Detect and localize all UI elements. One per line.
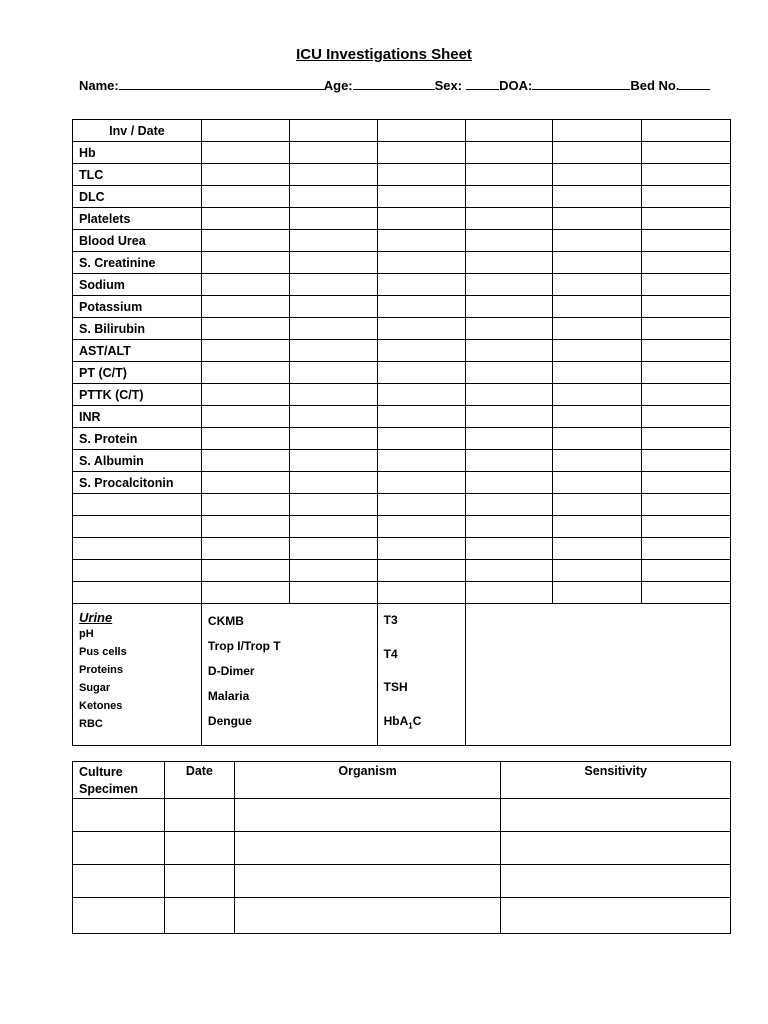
result-cell[interactable] (553, 252, 642, 274)
result-cell[interactable] (201, 274, 289, 296)
result-cell[interactable] (201, 450, 289, 472)
result-cell[interactable] (201, 164, 289, 186)
investigation-label: S. Creatinine (73, 252, 202, 274)
culture-cell[interactable] (73, 865, 165, 898)
result-cell[interactable] (289, 472, 377, 494)
investigation-label: S. Bilirubin (73, 318, 202, 340)
result-cell[interactable] (465, 296, 553, 318)
table-row (73, 898, 731, 934)
culture-cell[interactable] (501, 865, 731, 898)
culture-organism-header: Organism (234, 762, 501, 799)
sex-label: Sex: (434, 78, 463, 93)
result-cell[interactable] (201, 186, 289, 208)
result-cell[interactable] (465, 230, 553, 252)
result-cell[interactable] (201, 318, 289, 340)
investigation-label: PT (C/T) (73, 362, 202, 384)
sub-tests-row (73, 604, 731, 746)
investigation-label: Hb (73, 142, 202, 164)
result-cell[interactable] (465, 318, 553, 340)
result-cell[interactable] (465, 274, 553, 296)
investigation-label (73, 582, 202, 604)
result-cell[interactable] (289, 296, 377, 318)
urine-item: pH (79, 628, 94, 640)
result-cell[interactable] (642, 538, 731, 560)
age-field[interactable] (353, 77, 435, 90)
result-cell[interactable] (553, 164, 642, 186)
bed-label: Bed No. (630, 78, 680, 93)
table-row (73, 230, 731, 252)
result-cell[interactable] (465, 384, 553, 406)
result-cell[interactable] (642, 142, 731, 164)
result-cell[interactable] (465, 450, 553, 472)
test-label: Malaria (207, 689, 250, 703)
table-row (73, 296, 731, 318)
result-cell[interactable] (465, 406, 553, 428)
result-cell[interactable] (553, 494, 642, 516)
result-cell[interactable] (201, 340, 289, 362)
table-row (73, 560, 731, 582)
date-cell[interactable] (465, 120, 553, 142)
urine-item: Proteins (79, 664, 124, 676)
result-cell[interactable] (642, 318, 731, 340)
result-cell[interactable] (289, 274, 377, 296)
result-cell[interactable] (553, 296, 642, 318)
result-cell[interactable] (553, 450, 642, 472)
sex-field[interactable] (466, 77, 499, 90)
result-cell[interactable] (289, 428, 377, 450)
investigation-label: INR (73, 406, 202, 428)
result-cell[interactable] (377, 296, 465, 318)
result-cell[interactable] (289, 494, 377, 516)
result-cell[interactable] (377, 164, 465, 186)
result-cell[interactable] (377, 538, 465, 560)
result-cell[interactable] (465, 560, 553, 582)
result-cell[interactable] (553, 406, 642, 428)
result-cell[interactable] (201, 472, 289, 494)
urine-item: Ketones (79, 700, 123, 712)
result-cell[interactable] (642, 560, 731, 582)
result-cell[interactable] (642, 384, 731, 406)
investigation-label (73, 494, 202, 516)
urine-item: Pus cells (79, 646, 127, 658)
table-row (73, 450, 731, 472)
t4-label: T4 (383, 646, 398, 661)
investigation-label (73, 560, 202, 582)
date-cell[interactable] (553, 120, 642, 142)
culture-cell[interactable] (73, 799, 165, 832)
result-cell[interactable] (377, 142, 465, 164)
table-row (73, 142, 731, 164)
date-cell[interactable] (201, 120, 289, 142)
result-cell[interactable] (642, 406, 731, 428)
age-label: Age: (323, 78, 353, 93)
table-row (73, 340, 731, 362)
culture-cell[interactable] (234, 799, 501, 832)
culture-cell[interactable] (501, 832, 731, 865)
result-cell[interactable] (201, 230, 289, 252)
investigation-label: DLC (73, 186, 202, 208)
result-cell[interactable] (465, 186, 553, 208)
culture-cell[interactable] (164, 898, 234, 934)
table-row (73, 274, 731, 296)
result-cell[interactable] (289, 406, 377, 428)
table-row (73, 799, 731, 832)
result-cell[interactable] (289, 516, 377, 538)
result-cell[interactable] (377, 318, 465, 340)
culture-cell[interactable] (501, 898, 731, 934)
table-row (73, 516, 731, 538)
result-cell[interactable] (289, 186, 377, 208)
result-cell[interactable] (553, 142, 642, 164)
result-cell[interactable] (201, 142, 289, 164)
hba1c-label: HbA$_1$C (383, 713, 422, 730)
urine-item: Sugar (79, 682, 111, 694)
result-cell[interactable] (289, 560, 377, 582)
result-cell[interactable] (377, 362, 465, 384)
table-row (73, 472, 731, 494)
investigations-table (72, 119, 731, 746)
culture-table (72, 761, 731, 934)
result-cell[interactable] (201, 494, 289, 516)
result-cell[interactable] (642, 274, 731, 296)
culture-specimen-header: Culture Specimen (73, 762, 165, 799)
investigation-label: PTTK (C/T) (73, 384, 202, 406)
result-cell[interactable] (553, 516, 642, 538)
result-cell[interactable] (642, 494, 731, 516)
cardiac-section (201, 604, 377, 746)
result-cell[interactable] (642, 164, 731, 186)
culture-cell[interactable] (234, 832, 501, 865)
investigation-label (73, 516, 202, 538)
result-cell[interactable] (642, 516, 731, 538)
result-cell[interactable] (642, 230, 731, 252)
result-cell[interactable] (642, 472, 731, 494)
investigation-label: Blood Urea (73, 230, 202, 252)
investigation-label: Platelets (73, 208, 202, 230)
result-cell[interactable] (553, 472, 642, 494)
result-cell[interactable] (553, 582, 642, 604)
result-cell[interactable] (465, 340, 553, 362)
result-cell[interactable] (289, 142, 377, 164)
culture-cell[interactable] (501, 799, 731, 832)
result-cell[interactable] (289, 164, 377, 186)
culture-cell[interactable] (164, 799, 234, 832)
test-label: D-Dimer (207, 664, 255, 678)
result-cell[interactable] (289, 230, 377, 252)
table-row (73, 832, 731, 865)
culture-cell[interactable] (164, 865, 234, 898)
culture-cell[interactable] (234, 898, 501, 934)
result-cell[interactable] (642, 582, 731, 604)
table-row (73, 164, 731, 186)
result-cell[interactable] (465, 582, 553, 604)
bed-field[interactable] (679, 77, 710, 90)
culture-cell[interactable] (73, 832, 165, 865)
test-label: Trop I/Trop T (207, 639, 281, 653)
result-cell[interactable] (289, 538, 377, 560)
investigation-label: S. Procalcitonin (73, 472, 202, 494)
result-cell[interactable] (201, 252, 289, 274)
investigation-label: S. Protein (73, 428, 202, 450)
result-cell[interactable] (289, 582, 377, 604)
culture-cell[interactable] (234, 865, 501, 898)
result-cell[interactable] (289, 450, 377, 472)
result-cell[interactable] (201, 538, 289, 560)
t3-label: T3 (383, 613, 398, 627)
result-cell[interactable] (377, 252, 465, 274)
result-cell[interactable] (377, 582, 465, 604)
result-cell[interactable] (465, 208, 553, 230)
result-cell[interactable] (465, 494, 553, 516)
result-cell[interactable] (553, 384, 642, 406)
result-cell[interactable] (377, 186, 465, 208)
result-cell[interactable] (553, 560, 642, 582)
result-cell[interactable] (377, 230, 465, 252)
result-cell[interactable] (553, 230, 642, 252)
investigation-label: AST/ALT (73, 340, 202, 362)
result-cell[interactable] (377, 494, 465, 516)
result-cell[interactable] (201, 296, 289, 318)
date-cell[interactable] (289, 120, 377, 142)
result-cell[interactable] (642, 186, 731, 208)
result-cell[interactable] (553, 208, 642, 230)
table-row (73, 538, 731, 560)
result-cell[interactable] (377, 384, 465, 406)
table-row (73, 362, 731, 384)
result-cell[interactable] (465, 428, 553, 450)
table-row (73, 865, 731, 898)
result-cell[interactable] (201, 582, 289, 604)
result-cell[interactable] (553, 538, 642, 560)
thyroid-section (377, 604, 465, 746)
table-header-row (73, 120, 731, 142)
table-row (73, 406, 731, 428)
result-cell[interactable] (553, 186, 642, 208)
result-cell[interactable] (465, 252, 553, 274)
investigation-label: S. Albumin (73, 450, 202, 472)
result-cell[interactable] (377, 340, 465, 362)
result-cell[interactable] (642, 208, 731, 230)
result-cell[interactable] (642, 428, 731, 450)
result-cell[interactable] (201, 384, 289, 406)
result-cell[interactable] (465, 362, 553, 384)
result-cell[interactable] (642, 296, 731, 318)
result-cell[interactable] (289, 384, 377, 406)
result-cell[interactable] (201, 560, 289, 582)
result-cell[interactable] (201, 362, 289, 384)
result-cell[interactable] (377, 428, 465, 450)
table-row (73, 582, 731, 604)
result-cell[interactable] (642, 362, 731, 384)
result-cell[interactable] (465, 164, 553, 186)
doa-field[interactable] (532, 77, 630, 90)
inv-date-header: Inv / Date (73, 120, 202, 142)
patient-header (79, 77, 710, 93)
name-field[interactable] (119, 77, 324, 90)
result-cell[interactable] (465, 472, 553, 494)
table-row (73, 252, 731, 274)
date-cell[interactable] (377, 120, 465, 142)
result-cell[interactable] (201, 516, 289, 538)
result-cell[interactable] (642, 450, 731, 472)
result-cell[interactable] (201, 428, 289, 450)
result-cell[interactable] (465, 142, 553, 164)
result-cell[interactable] (642, 340, 731, 362)
page-title: ICU Investigations Sheet (296, 46, 472, 63)
result-cell[interactable] (289, 252, 377, 274)
result-cell[interactable] (289, 318, 377, 340)
result-cell[interactable] (553, 274, 642, 296)
result-cell[interactable] (289, 340, 377, 362)
result-cell[interactable] (377, 516, 465, 538)
table-row (73, 208, 731, 230)
doa-label: DOA: (499, 78, 533, 93)
investigation-label: Sodium (73, 274, 202, 296)
result-cell[interactable] (377, 274, 465, 296)
culture-cell[interactable] (73, 898, 165, 934)
result-cell[interactable] (642, 252, 731, 274)
result-cell[interactable] (553, 318, 642, 340)
investigation-label (73, 538, 202, 560)
urine-title: Urine (79, 610, 113, 625)
result-cell[interactable] (201, 208, 289, 230)
table-row (73, 186, 731, 208)
test-label: CKMB (207, 614, 244, 628)
result-cell[interactable] (377, 450, 465, 472)
result-cell[interactable] (465, 516, 553, 538)
table-row (73, 428, 731, 450)
test-label: Dengue (207, 714, 252, 728)
culture-header-row (73, 762, 731, 799)
tsh-label: TSH (383, 680, 408, 694)
result-cell[interactable] (377, 406, 465, 428)
urine-item: RBC (79, 718, 103, 730)
result-cell[interactable] (377, 560, 465, 582)
result-cell[interactable] (289, 208, 377, 230)
culture-date-header: Date (164, 762, 234, 799)
investigation-label: Potassium (73, 296, 202, 318)
blank-notes-cell[interactable] (465, 604, 730, 746)
table-row (73, 494, 731, 516)
name-label: Name: (79, 78, 119, 93)
result-cell[interactable] (553, 362, 642, 384)
urine-section (73, 604, 202, 746)
result-cell[interactable] (377, 472, 465, 494)
table-row (73, 384, 731, 406)
table-row (73, 318, 731, 340)
result-cell[interactable] (201, 406, 289, 428)
investigation-label: TLC (73, 164, 202, 186)
date-cell[interactable] (642, 120, 731, 142)
result-cell[interactable] (465, 538, 553, 560)
result-cell[interactable] (553, 340, 642, 362)
culture-sensitivity-header: Sensitivity (501, 762, 731, 799)
result-cell[interactable] (377, 208, 465, 230)
result-cell[interactable] (289, 362, 377, 384)
result-cell[interactable] (553, 428, 642, 450)
culture-cell[interactable] (164, 832, 234, 865)
